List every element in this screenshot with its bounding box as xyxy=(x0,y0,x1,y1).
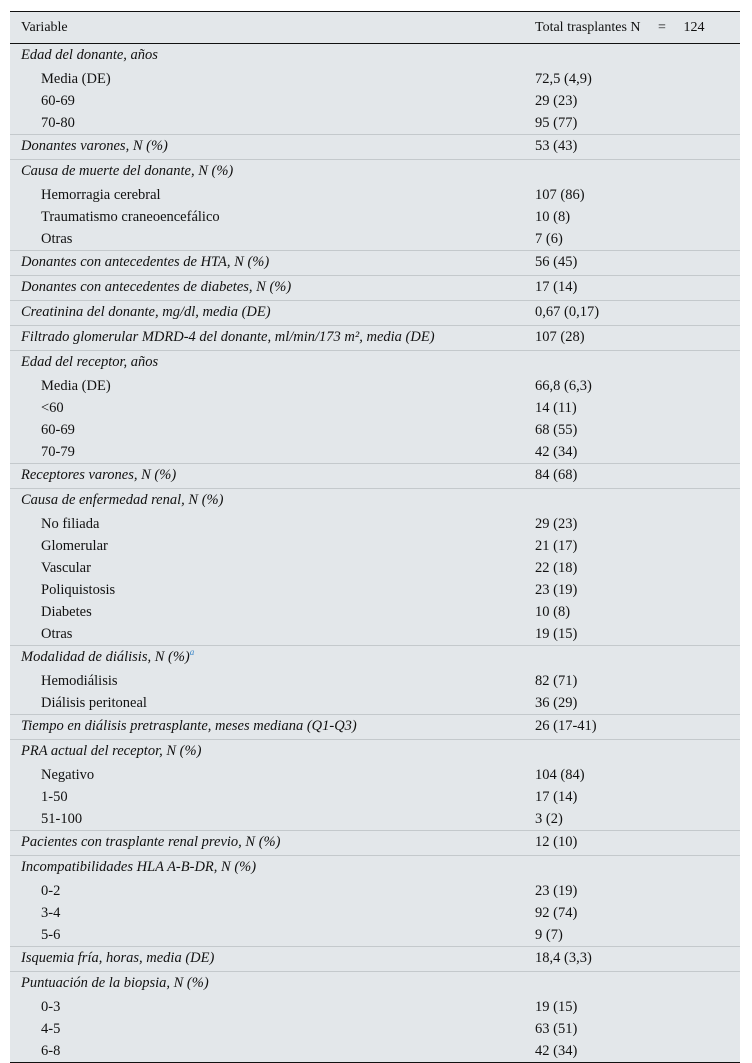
row-value: 17 (14) xyxy=(535,279,578,295)
table-row xyxy=(10,206,740,228)
row-value: 72,5 (4,9) xyxy=(535,71,592,87)
row-value: 21 (17) xyxy=(535,538,578,554)
row-value: 53 (43) xyxy=(535,138,578,154)
table-row xyxy=(10,786,740,808)
row-value: 18,4 (3,3) xyxy=(535,950,592,966)
row-value: 23 (19) xyxy=(535,883,578,899)
row-label: 51-100 xyxy=(41,811,83,827)
row-value: 68 (55) xyxy=(535,422,578,438)
row-value: 0,67 (0,17) xyxy=(535,304,600,320)
row-label: Traumatismo craneoencefálico xyxy=(41,209,220,225)
table-row xyxy=(10,1040,740,1062)
row-value: 26 (17-41) xyxy=(535,718,597,734)
row-value: 36 (29) xyxy=(535,695,578,711)
row-value: 14 (11) xyxy=(535,400,577,416)
row-label: 60-69 xyxy=(41,422,75,438)
row-label: Hemorragia cerebral xyxy=(41,187,161,203)
table-category-row xyxy=(10,714,740,739)
table-category-row xyxy=(10,300,740,325)
table-header xyxy=(10,12,740,44)
row-value: 42 (34) xyxy=(535,1043,578,1059)
row-value: 9 (7) xyxy=(535,927,563,943)
table-row xyxy=(10,880,740,902)
row-label: Edad del receptor, años xyxy=(21,354,159,370)
row-label: 60-69 xyxy=(41,93,75,109)
row-value: 84 (68) xyxy=(535,467,578,483)
row-value: 104 (84) xyxy=(535,767,585,783)
table-row xyxy=(10,535,740,557)
table-category-row xyxy=(10,325,740,350)
row-label: 1-50 xyxy=(41,789,68,805)
row-label: PRA actual del receptor, N (%) xyxy=(21,743,202,759)
row-label: Pacientes con trasplante renal previo, N (%) xyxy=(21,834,281,850)
table-category-row xyxy=(10,830,740,855)
row-label: Puntuación de la biopsia, N (%) xyxy=(21,975,209,991)
row-value: 23 (19) xyxy=(535,582,578,598)
table-category-row xyxy=(10,250,740,275)
row-label: Edad del donante, años xyxy=(21,47,158,63)
table-row xyxy=(10,1018,740,1040)
row-label: Glomerular xyxy=(41,538,108,554)
row-value: 19 (15) xyxy=(535,999,578,1015)
row-value: 7 (6) xyxy=(535,231,563,247)
row-value: 82 (71) xyxy=(535,673,578,689)
row-label: 5-6 xyxy=(41,927,61,943)
table-row xyxy=(10,419,740,441)
row-label: 70-79 xyxy=(41,444,75,460)
row-value: 107 (28) xyxy=(535,329,585,345)
table-row xyxy=(10,557,740,579)
table-category-row xyxy=(10,645,740,670)
footnote-marker[interactable]: a xyxy=(189,647,195,658)
table-category-row xyxy=(10,463,740,488)
table-row xyxy=(10,924,740,946)
row-value: 42 (34) xyxy=(535,444,578,460)
row-label: Causa de muerte del donante, N (%) xyxy=(21,163,234,179)
row-label: 0-2 xyxy=(41,883,61,899)
row-label: Vascular xyxy=(41,560,91,576)
row-value: 19 (15) xyxy=(535,626,578,642)
row-label: Diabetes xyxy=(41,604,92,620)
table-row xyxy=(10,441,740,463)
table-row xyxy=(10,996,740,1018)
row-label: Donantes con antecedentes de diabetes, N (%) xyxy=(21,279,292,295)
row-value: 66,8 (6,3) xyxy=(535,378,592,394)
table-row xyxy=(10,670,740,692)
row-label: Donantes con antecedentes de HTA, N (%) xyxy=(21,254,270,270)
table-row xyxy=(10,90,740,112)
row-label: Receptores varones, N (%) xyxy=(21,467,177,483)
table-row xyxy=(10,228,740,250)
table-category-row xyxy=(10,350,740,375)
table-row xyxy=(10,764,740,786)
table-category-row xyxy=(10,488,740,513)
row-label: Otras xyxy=(41,626,73,642)
row-value: 22 (18) xyxy=(535,560,578,576)
row-value: 3 (2) xyxy=(535,811,563,827)
row-value: 95 (77) xyxy=(535,115,578,131)
row-value: 56 (45) xyxy=(535,254,578,270)
row-label: Donantes varones, N (%) xyxy=(21,138,168,154)
row-label: Tiempo en diálisis pretrasplante, meses mediana (Q1-Q3) xyxy=(21,718,357,734)
row-value: 10 (8) xyxy=(535,604,571,620)
row-label: <60 xyxy=(41,400,64,416)
table-category-row xyxy=(10,946,740,971)
row-label: 3-4 xyxy=(41,905,61,921)
row-label: Media (DE) xyxy=(41,378,111,394)
table-row xyxy=(10,513,740,535)
table-category-row xyxy=(10,971,740,996)
table-row xyxy=(10,808,740,830)
row-label: 4-5 xyxy=(41,1021,61,1037)
row-value: 17 (14) xyxy=(535,789,578,805)
table-row xyxy=(10,68,740,90)
row-label: Modalidad de diálisis, N (%)$^a$ xyxy=(21,647,195,665)
row-label: Creatinina del donante, mg/dl, media (DE) xyxy=(21,304,271,320)
header-variable: Variable xyxy=(21,20,68,35)
row-label: 6-8 xyxy=(41,1043,61,1059)
table-category-row xyxy=(10,159,740,184)
row-label: Poliquistosis xyxy=(41,582,116,598)
row-label: Causa de enfermedad renal, N (%) xyxy=(21,492,224,508)
row-value: 107 (86) xyxy=(535,187,585,203)
table-category-row xyxy=(10,275,740,300)
data-table xyxy=(10,11,740,1063)
table-row xyxy=(10,902,740,924)
row-label: Media (DE) xyxy=(41,71,111,87)
row-label: No filiada xyxy=(41,516,100,532)
row-label: Isquemia fría, horas, media (DE) xyxy=(21,950,215,966)
table-category-row xyxy=(10,44,740,68)
table-body xyxy=(10,44,740,1062)
row-label: Otras xyxy=(41,231,73,247)
row-value: 12 (10) xyxy=(535,834,578,850)
table-row xyxy=(10,579,740,601)
table-category-row xyxy=(10,739,740,764)
row-label: Negativo xyxy=(41,767,95,783)
row-value: 10 (8) xyxy=(535,209,571,225)
table-row xyxy=(10,184,740,206)
row-label: Diálisis peritoneal xyxy=(41,695,147,711)
table-category-row xyxy=(10,134,740,159)
row-label: Hemodiálisis xyxy=(41,673,118,689)
table-category-row xyxy=(10,855,740,880)
table-row xyxy=(10,112,740,134)
table-row xyxy=(10,623,740,645)
row-value: 29 (23) xyxy=(535,516,578,532)
row-label: Filtrado glomerular MDRD-4 del donante, ml/min/173 m², media (DE) xyxy=(21,329,435,345)
table-row xyxy=(10,601,740,623)
header-total: Total trasplantes N = 124 xyxy=(535,20,705,35)
row-label: 0-3 xyxy=(41,999,61,1015)
row-value: 63 (51) xyxy=(535,1021,578,1037)
row-value: 92 (74) xyxy=(535,905,578,921)
table-row xyxy=(10,397,740,419)
table-row xyxy=(10,692,740,714)
row-label: 70-80 xyxy=(41,115,75,131)
table-row xyxy=(10,375,740,397)
row-value: 29 (23) xyxy=(535,93,578,109)
row-label: Incompatibilidades HLA A-B-DR, N (%) xyxy=(21,859,257,875)
